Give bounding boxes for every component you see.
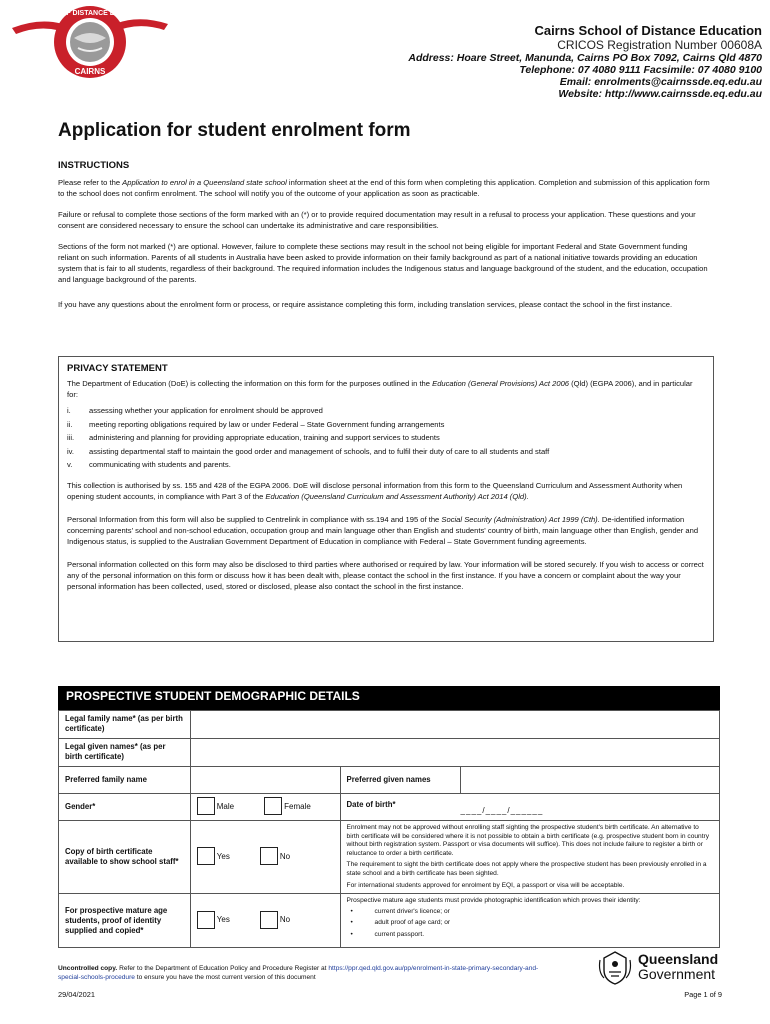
yes-label: Yes — [216, 915, 230, 925]
mature-age-notes — [340, 894, 719, 948]
mature-no-option[interactable] — [260, 911, 290, 929]
female-label: Female — [284, 801, 311, 811]
birth-cert-yes-checkbox[interactable] — [197, 847, 215, 865]
birth-cert-note-3: For international students approved for enrolment by EQI, a passport or visa will be acceptable. — [346, 881, 625, 889]
list-item-text: administering and planning for providing appropriate education, training and support services to students — [89, 433, 440, 442]
privacy-statement — [58, 356, 714, 642]
demographic-heading: PROSPECTIVE STUDENT DEMOGRAPHIC DETAILS — [58, 686, 720, 710]
gender-male-option[interactable] — [197, 797, 234, 815]
family-name-label: Legal family name* (as per birth certificate) — [59, 711, 191, 739]
table-row — [59, 739, 720, 767]
school-logo — [8, 2, 170, 82]
logo-text-top: SCHOOL OF DISTANCE EDUCATION — [29, 10, 151, 17]
school-address: Address: Hoare Street, Manunda, Cairns PO Box 7092, Cairns Qld 4870 — [408, 52, 762, 64]
dob-cell — [340, 794, 719, 821]
yes-label: Yes — [216, 851, 230, 861]
list-item — [67, 405, 705, 416]
table-row — [59, 821, 720, 894]
page-title: Application for student enrolment form — [58, 120, 411, 141]
list-item-num: iii. — [67, 433, 75, 442]
qld-line-2: Government — [638, 966, 716, 982]
privacy-p3-pre: Personal Information from this form will also be supplied to Centrelink in compliance with ss.194 and 195 of the — [67, 515, 442, 524]
list-item: • current driver's licence; or — [347, 908, 713, 917]
mature-age-options — [190, 894, 340, 948]
preferred-family-label: Preferred family name — [59, 767, 191, 794]
school-website[interactable]: Website: http://www.cairnssde.eq.edu.au — [558, 88, 762, 100]
crest-icon — [596, 950, 634, 986]
instructions-p1 — [58, 177, 710, 199]
instructions-p1-italic: Application to enrol in a Queensland state school — [122, 178, 287, 187]
privacy-intro-post: (Qld) (EGPA 2006), and in particular for: — [67, 379, 693, 399]
given-names-label: Legal given names* (as per birth certificate) — [59, 739, 191, 767]
birth-cert-note-1: Enrolment may not be approved without enrolling staff sighting the prospective student's birth certificate. An alternative to birth certificate will be considered where it is not possible to obtain a birth certificate (e.g. prospective student born in country without birth registration system. Passport or visa documents will suffice). This does not include failure to register a birth or reluctance to order a birth certificate. — [346, 824, 710, 857]
list-item-text: assisting departmental staff to maintain the good order and management of schools, and to fulfil their duty of care to all students and staff — [89, 446, 550, 456]
mature-note: Prospective mature age students must provide photographic identification which proves their identity: — [346, 897, 641, 905]
privacy-p3 — [67, 514, 705, 547]
birth-cert-options — [190, 821, 340, 894]
list-item-text: assessing whether your application for enrolment should be approved — [89, 406, 323, 415]
instructions-p4: If you have any questions about the enrolment form or process, or require assistance completing this form, including translation services, please contact the school in the first instance. — [58, 300, 673, 309]
school-contact-block — [342, 24, 762, 100]
qld-wordmark — [638, 952, 718, 982]
mature-age-label: For prospective mature age students, proof of identity supplied and copied* — [59, 894, 191, 948]
gender-options — [190, 794, 340, 821]
id-list — [347, 908, 713, 940]
birth-cert-yes-option[interactable] — [197, 847, 230, 865]
list-item-num: i. — [67, 406, 71, 415]
privacy-p3-post: De-identified information concerning parents' school and non-school education, occupation group and main language other than English and students' country of birth, main language other than English, gender and Indigenous status, is supplied to the Australian Government Department of Education in compliance with Federal – State Government funding agreements. — [67, 515, 699, 546]
privacy-p2-italic: Education (Queensland Curriculum and Assessment Authority) Act 2014 (Qld). — [265, 492, 529, 501]
list-item-text: communicating with students and parents. — [89, 460, 231, 469]
school-email[interactable]: Email: enrolments@cairnssde.eq.edu.au — [559, 76, 762, 88]
list-item — [67, 432, 705, 443]
demographic-details-section — [58, 686, 720, 948]
preferred-given-field[interactable] — [461, 767, 719, 793]
preferred-given-label: Preferred given names — [341, 767, 461, 793]
birth-cert-label: Copy of birth certificate available to show school staff* — [59, 821, 191, 894]
list-item-num: iv. — [67, 446, 75, 456]
given-names-field[interactable] — [190, 739, 719, 767]
male-checkbox[interactable] — [197, 797, 215, 815]
gender-female-option[interactable] — [264, 797, 311, 815]
queensland-government-logo — [596, 950, 722, 986]
gender-label: Gender* — [59, 794, 191, 821]
list-item: • adult proof of age card; or — [347, 919, 713, 928]
privacy-purpose-list — [67, 405, 705, 470]
mature-no-checkbox[interactable] — [260, 911, 278, 929]
mature-yes-option[interactable] — [197, 911, 230, 929]
privacy-p2-pre: This collection is authorised by ss. 155 and 428 of the EGPA 2006. DoE will disclose personal information from this form to the Queensland Curriculum and Assessment Authority when opening student accounts, in compliance with Part 3 of the — [67, 481, 683, 501]
privacy-p2 — [67, 480, 705, 502]
table-row — [59, 711, 720, 739]
no-label: No — [279, 851, 291, 861]
instructions-section — [58, 160, 710, 320]
birth-cert-no-checkbox[interactable] — [260, 847, 278, 865]
dob-field[interactable]: ____/____/______ — [460, 806, 544, 815]
school-telephone: Telephone: 07 4080 9111 Facsimile: 07 4080 9100 — [519, 64, 762, 76]
table-row — [59, 767, 720, 794]
male-label: Male — [216, 801, 235, 811]
instructions-p3: Sections of the form not marked (*) are optional. However, failure to complete these sections may result in the school not being eligible for important Federal and State Government funding reliant on such information. Parents of all students in Australia have been asked to provide information on their family background as part of a national initiative towards providing an education system that is fair to all students, regardless of their background. The required information includes the Indigenous status and language background of the student, and the education, occupation and language background of the parents. — [58, 242, 708, 284]
list-item: • current passport. — [347, 931, 713, 940]
privacy-p3-italic: Social Security (Administration) Act 1999 (Cth). — [441, 515, 600, 524]
footer-notice — [58, 964, 558, 982]
table-row — [59, 894, 720, 948]
dob-label: Date of birth* — [346, 800, 396, 809]
list-item — [67, 419, 705, 430]
preferred-family-field[interactable] — [190, 767, 340, 794]
no-label: No — [279, 915, 291, 925]
birth-cert-no-option[interactable] — [260, 847, 290, 865]
preferred-given-cell — [340, 767, 719, 794]
instructions-heading: INSTRUCTIONS — [58, 160, 130, 171]
logo-text-bottom: CAIRNS — [74, 67, 106, 76]
instructions-p2: Failure or refusal to complete those sections of the form marked with an (*) or to provide required documentation may result in a refusal to process your application. These questions and your consent are considered necessary to ensure the school can undertake its administrative and care responsibilities. — [58, 210, 696, 230]
uncontrolled-copy-label: Uncontrolled copy. — [58, 965, 118, 972]
privacy-heading: PRIVACY STATEMENT — [67, 363, 168, 374]
mature-yes-checkbox[interactable] — [197, 911, 215, 929]
list-item — [67, 446, 705, 457]
footer-text-pre: Refer to the Department of Education Policy and Procedure Register at — [117, 965, 329, 972]
family-name-field[interactable] — [190, 711, 719, 739]
qld-line-1: Queensland — [638, 951, 719, 967]
list-item-num: ii. — [67, 419, 73, 429]
list-item-text: meeting reporting obligations required by law or under Federal – State Government funding arrangements — [89, 419, 445, 429]
birth-cert-notes — [340, 821, 719, 894]
list-item — [67, 459, 705, 470]
policy-register-link[interactable]: https://ppr.qed.qld.gov.au/pp/enrolment-in-state-primary-secondary-and-special-schools-procedure — [58, 965, 539, 981]
instructions-p1-post: information sheet at the end of this form when completing this application. Completion and submission of this application form to the school does not confirm enrolment. The school will notify you of the outcome of your application as soon as practicable. — [58, 178, 710, 198]
cricos-number: CRICOS Registration Number 00608A — [557, 38, 762, 52]
privacy-intro-italic: Education (General Provisions) Act 2006 — [432, 379, 570, 388]
document-date: 29/04/2021 — [58, 990, 95, 999]
birth-cert-note-2: The requirement to sight the birth certificate does not apply where the prospective student has been previously enrolled in a state school and a birth certificate has been sighted. — [346, 861, 707, 877]
privacy-p4: Personal information collected on this form may also be disclosed to third parties where authorised or required by law. Your information will be stored securely. If you wish to access or correct any of the personal information on this form or discuss how it has been dealt with, please contact the school in the first instance. If you have a concern or complaint about the way your personal information has been collected, used, stored or disclosed, please also contact the school in the first instance. — [67, 560, 704, 591]
table-row — [59, 794, 720, 821]
privacy-intro — [67, 378, 705, 400]
demographic-table — [58, 710, 720, 948]
female-checkbox[interactable] — [264, 797, 282, 815]
page-number: Page 1 of 9 — [684, 990, 722, 999]
footer-text-post: to ensure you have the most current version of this document — [134, 974, 316, 981]
school-name: Cairns School of Distance Education — [534, 23, 762, 38]
list-item-num: v. — [67, 460, 73, 469]
instructions-p1-pre: Please refer to the — [58, 178, 123, 187]
privacy-intro-pre: The Department of Education (DoE) is collecting the information on this form for the purposes outlined in the — [67, 379, 433, 388]
